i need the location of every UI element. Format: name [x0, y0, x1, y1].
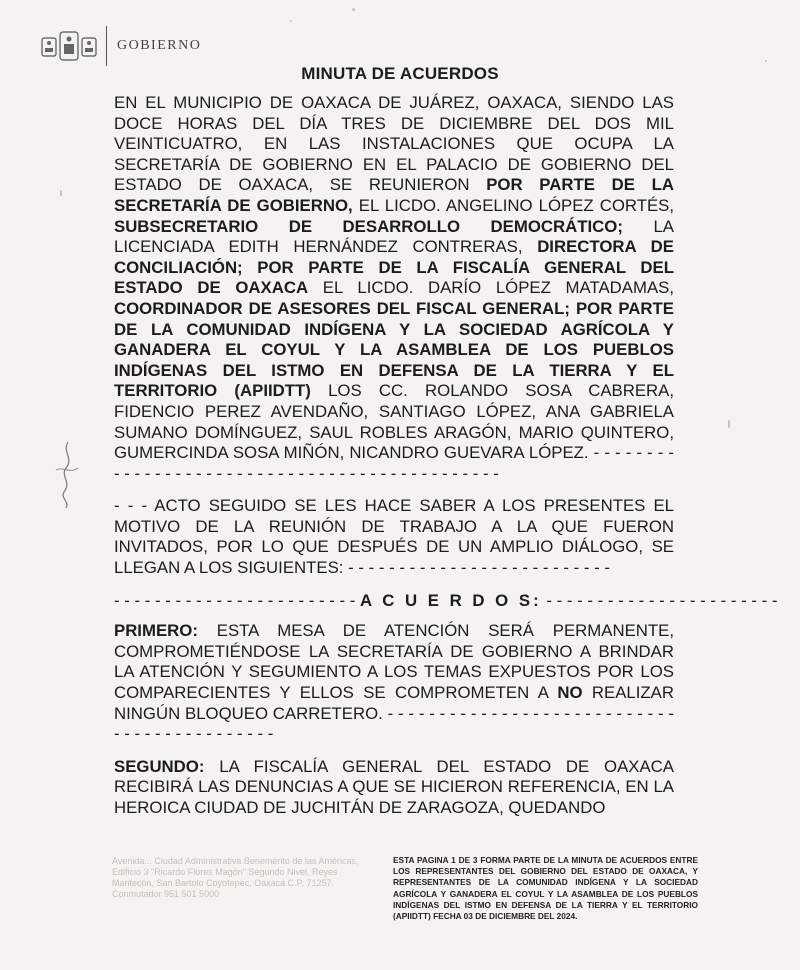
scan-speck [728, 420, 730, 428]
footer-note: ESTA PAGINA 1 DE 3 FORMA PARTE DE LA MINUTA DE ACUERDOS ENTRE LOS REPRESENTANTES DEL GOBIERNO DEL ESTADO DE OAXACA, Y REPRESENTANTES DE LA COMUNIDAD INDÍGENA Y LA SOCIEDAD AGRÍCOLA Y GANADERA EL COYUL Y LA ASAMBLEA DE LOS PUEBLOS INDÍGENAS DEL ISTMO EN DEFENSA DE LA TIERRA Y EL TERRITORIO (APIIDTT) FECHA 03 DE DICIEMBRE DEL 2024. [393, 855, 698, 922]
dash-span: - - - - - - - - - - - - - - - - - - - - - - - - [114, 590, 361, 610]
footer-address: Avenida... Ciudad Administrativa Benemérito de las Américas, Edificio 3 "Ricardo Flores Magón" Segundo Nivel, Reyes Mantecón, San Bartolo Coyotepec, Oaxaca C.P. 71257. Conmutador 951 501 5000 [112, 856, 359, 899]
header-divider [106, 26, 107, 66]
scan-speck [765, 60, 767, 62]
acuerdos-label: A C U E R D O S: [360, 590, 542, 610]
dash-span: - - - - - - - - - - - - - - - - - - - - - - - [541, 590, 778, 610]
scan-speck [290, 20, 292, 22]
scan-speck [352, 8, 355, 11]
bold-span: SUBSECRETARIO DE DESARROLLO DEMOCRÁTICO; [114, 216, 623, 236]
document-title: MINUTA DE ACUERDOS [301, 64, 499, 83]
paragraph-motive [114, 496, 674, 578]
bold-span: POR PARTE DE LA SECRETARÍA DE GOBIERNO, [114, 175, 674, 215]
text-span: EN EL MUNICIPIO DE OAXACA DE JUÁREZ, OAXACA, SIENDO LAS DOCE HORAS DEL DÍA TRES DE DICIEMBRE DEL DOS MIL VEINTICUATRO, EN LAS INSTALACIONES QUE OCUPA LA SECRETARÍA DE GOBIERNO EN EL PALACIO DE GOBIERNO DEL ESTADO DE OAXACA, SE REUNIERON [114, 93, 674, 195]
text-span: EL LICDO. ANGELINO LÓPEZ CORTÉS, [352, 195, 674, 215]
bold-span: NO [557, 683, 583, 703]
agreement-primero [114, 621, 674, 745]
agreement-label: PRIMERO: [114, 621, 198, 641]
scan-speck [60, 190, 62, 196]
acuerdos-heading [114, 590, 778, 612]
signature-mark-icon [48, 440, 88, 510]
bold-span: COORDINADOR DE ASESORES DEL FISCAL GENERAL; POR PARTE DE LA COMUNIDAD INDÍGENA Y LA SOCIEDAD AGRÍCOLA Y GANADERA EL COYUL Y LA ASAMBLEA DE LOS PUEBLOS INDÍGENAS DEL ISTMO EN DEFENSA DE LA TIERRA Y EL TERRITORIO (APIIDTT) [114, 298, 674, 401]
text-span: ESTA MESA DE ATENCIÓN SERÁ PERMANENTE, COMPROMETIÉNDOSE LA SECRETARÍA DE GOBIERNO A BRINDAR LA ATENCIÓN Y SEGUMIENTO A LOS TEMAS EXPUESTOS POR LOS COMPARECIENTES Y ELLOS SE COMPROMETEN A [114, 621, 674, 703]
paragraph-attendees [114, 93, 674, 484]
agreement-segundo [114, 757, 674, 819]
state-emblem-icon [40, 28, 98, 64]
text-span: EL LICDO. DARÍO LÓPEZ MATADAMAS, [308, 278, 674, 298]
document-body [114, 93, 778, 831]
text-span: REALIZAR NINGÚN BLOQUEO CARRETERO. - - - - - - - - - - - - - - - - - - - - - - - - - - - - - - - - - - - - - - - - - - - - [114, 683, 674, 744]
agreement-label: SEGUNDO: [114, 756, 205, 776]
header-org: GOBIERNO [117, 38, 202, 53]
text-span: LOS CC. ROLANDO SOSA CABRERA, FIDENCIO PEREZ AVENDAÑO, SANTIAGO LÓPEZ, ANA GABRIELA SUMANO DOMÍNGUEZ, SAUL ROBLES ARAGÓN, MARIO QUINTERO, GUMERCINDA SOSA MIÑÓN, NICANDRO GUEVARA LÓPEZ. - - - - - - - - - - - - - - - - - - - - - - - - - - - - - - - - - - - - - - - - - - - - - - [114, 381, 674, 483]
letterhead [40, 26, 201, 66]
bold-span: DIRECTORA DE CONCILIACIÓN; POR PARTE DE LA FISCALÍA GENERAL DEL ESTADO DE OAXACA [114, 237, 674, 298]
text-span: LA FISCALÍA GENERAL DEL ESTADO DE OAXACA RECIBIRÁ LAS DENUNCIAS A QUE SE HICIERON REFERENCIA, EN LA HEROICA CIUDAD DE JUCHITÁN DE ZARAGOZA, QUEDANDO [114, 756, 674, 817]
text-span: - - - ACTO SEGUIDO SE LES HACE SABER A LOS PRESENTES EL MOTIVO DE LA REUNIÓN DE TRABAJO A LA QUE FUERON INVITADOS, POR LO QUE DESPUÉS DE UN AMPLIO DIÁLOGO, SE LLEGAN A LOS SIGUIENTES: - - - - - - - - - - - - - - - - - - - - - - - - - - [114, 496, 674, 578]
text-span: LA LICENCIADA EDITH HERNÁNDEZ CONTRERAS, [114, 216, 674, 257]
